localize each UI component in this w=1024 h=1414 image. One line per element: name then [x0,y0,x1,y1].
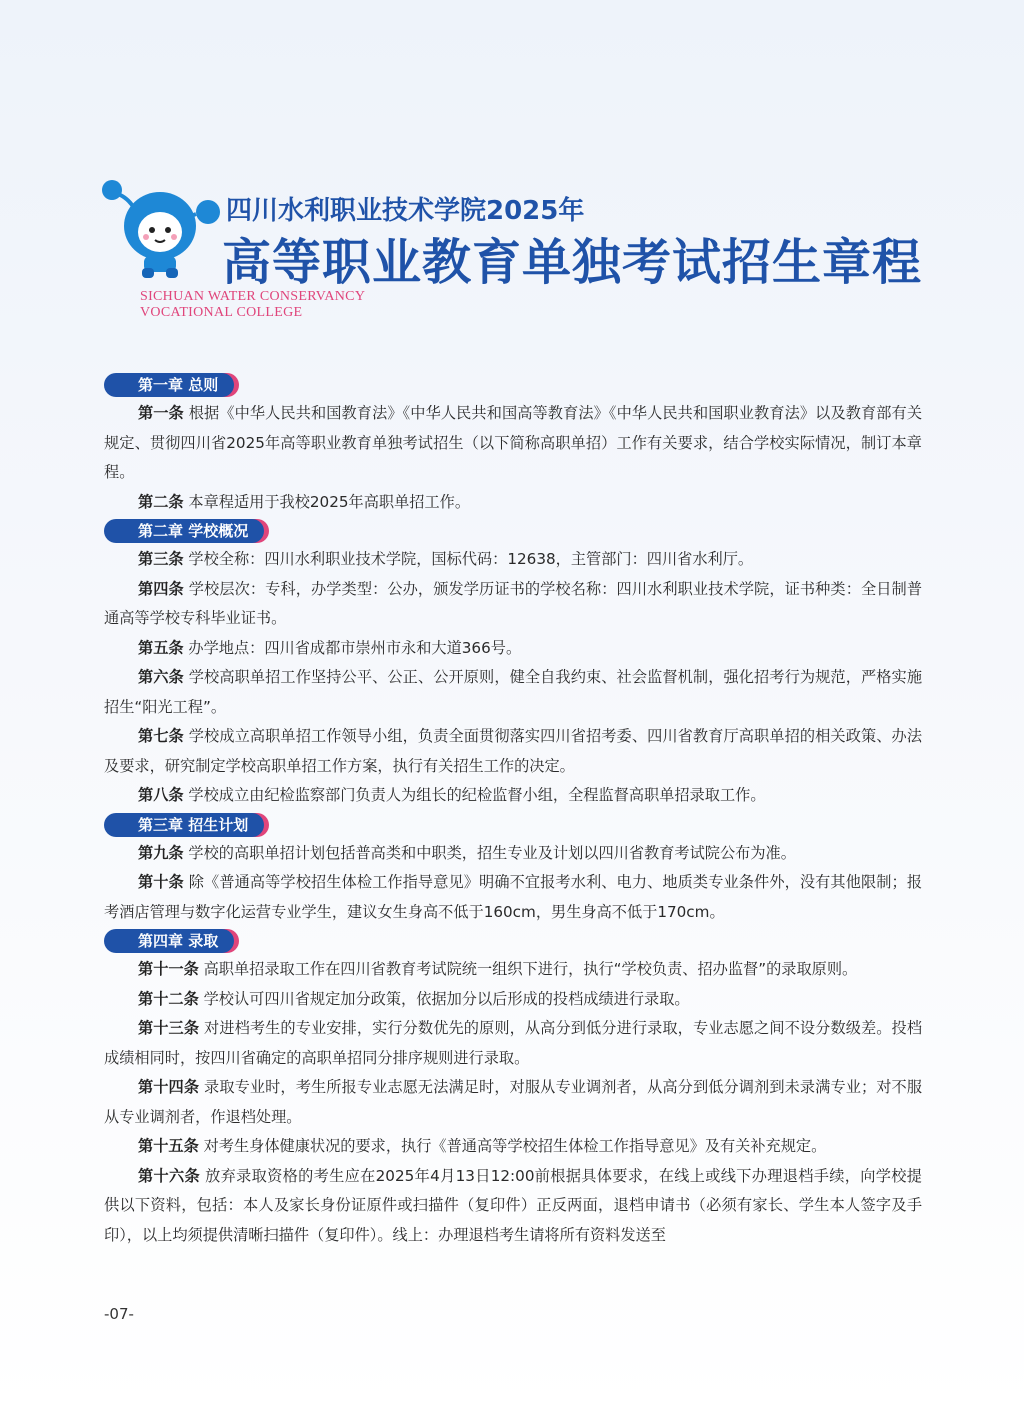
article-number: 第一条 [138,404,184,422]
article-number: 第十一条 [138,960,199,978]
page-title: 高等职业教育单独考试招生章程 [222,234,923,291]
article-number: 第十三条 [138,1019,200,1037]
article-6 [104,663,922,722]
title-line1: 四川水利职业技术学院2025年 [226,196,585,226]
article-text: 除《普通高等学校招生体检工作指导意见》明确不宜报考水利、电力、地质类专业条件外，没有其他限制；报考酒店管理与数字化运营专业学生，建议女生身高不低于160cm，男生身高不低于170cm。 [104,873,923,921]
article-number: 第十四条 [138,1078,200,1096]
article-1 [104,399,922,488]
english-name [140,289,365,321]
article-number: 第二条 [138,492,184,511]
article-text: 学校的高职单招计划包括普高类和中职类，招生专业及计划以四川省教育考试院公布为准。 [188,843,796,862]
article-5 [104,634,922,664]
article-number: 第八条 [138,786,184,804]
article-2 [104,488,922,518]
article-text: 学校成立由纪检监察部门负责人为组长的纪检监督小组，全程监督高职单招录取工作。 [188,786,766,804]
article-text: 本章程适用于我校2025年高职单招工作。 [188,492,471,511]
article-12 [104,985,922,1015]
article-number: 第十条 [138,873,184,891]
article-text: 高职单招录取工作在四川省教育考试院统一组织下进行，执行“学校负责、招办监督”的录取原则。 [203,960,858,978]
article-number: 第三条 [138,550,184,568]
article-number: 第五条 [138,638,184,657]
article-8 [104,781,922,811]
article-3 [104,545,922,575]
article-text: 对进档考生的专业安排，实行分数优先的原则，从高分到低分进行录取，专业志愿之间不设分数级差。投档成绩相同时，按四川省确定的高职单招同分排序规则进行录取。 [104,1019,923,1067]
article-13 [104,1014,922,1073]
article-text: 录取专业时，考生所报专业志愿无法满足时，对服从专业调剂者，从高分到低分调剂到未录满专业；对不服从专业调剂者，作退档处理。 [104,1078,923,1126]
chapter-heading-3: 第三章 招生计划 [104,813,264,837]
article-16 [104,1162,922,1251]
article-9 [104,839,922,869]
english-line2: VOCATIONAL COLLEGE [140,305,303,320]
article-15 [104,1132,922,1162]
page-number: -07- [104,1305,134,1323]
article-number: 第九条 [138,843,184,862]
article-text: 学校认可四川省规定加分政策，依据加分以后形成的投档成绩进行录取。 [203,989,690,1008]
article-11 [104,955,922,985]
english-line1: SICHUAN WATER CONSERVANCY [140,289,366,304]
article-number: 第七条 [138,727,184,745]
article-text: 办学地点：四川省成都市崇州市永和大道366号。 [188,638,522,657]
article-text: 学校全称：四川水利职业技术学院，国标代码：12638，主管部门：四川省水利厅。 [188,550,754,568]
water-drop-mascot-icon [100,178,222,280]
article-text: 学校高职单招工作坚持公平、公正、公开原则，健全自我约束、社会监督机制，强化招考行为规范，严格实施招生“阳光工程”。 [104,668,923,716]
article-14 [104,1073,922,1132]
article-text: 学校层次：专科，办学类型：公办，颁发学历证书的学校名称：四川水利职业技术学院，证书种类：全日制普通高等学校专科毕业证书。 [104,579,923,627]
article-number: 第四条 [138,579,184,598]
article-text: 根据《中华人民共和国教育法》《中华人民共和国高等教育法》《中华人民共和国职业教育法》以及教育部有关规定、贯彻四川省2025年高等职业教育单独考试招生（以下简称高职单招）工作有关要求，结合学校实际情况，制订本章程。 [104,404,923,481]
article-10 [104,868,922,927]
article-text: 放弃录取资格的考生应在2025年4月13日12:00前根据具体要求，在线上或线下办理退档手续，向学校提供以下资料，包括：本人及家长身份证原件或扫描件（复印件）正反两面，退档申请书（必须有家长、学生本人签字及手印），以上均须提供清晰扫描件（复印件）。线上：办理退档考生请将所有资料发送至 [104,1166,922,1244]
article-7 [104,722,922,781]
chapter-heading-1: 第一章 总则 [104,373,234,397]
chapter-heading-4: 第四章 录取 [104,929,234,953]
article-text: 对考生身体健康状况的要求，执行《普通高等学校招生体检工作指导意见》及有关补充规定。 [203,1137,827,1155]
article-number: 第十二条 [138,989,199,1008]
article-number: 第十五条 [138,1137,199,1155]
article-text: 学校成立高职单招工作领导小组，负责全面贯彻落实四川省招考委、四川省教育厅高职单招的相关政策、办法及要求，研究制定学校高职单招工作方案，执行有关招生工作的决定。 [104,727,923,775]
chapter-heading-2: 第二章 学校概况 [104,519,264,543]
article-number: 第六条 [138,668,184,686]
document-body [104,371,922,1250]
article-4 [104,575,922,634]
article-number: 第十六条 [138,1166,200,1185]
